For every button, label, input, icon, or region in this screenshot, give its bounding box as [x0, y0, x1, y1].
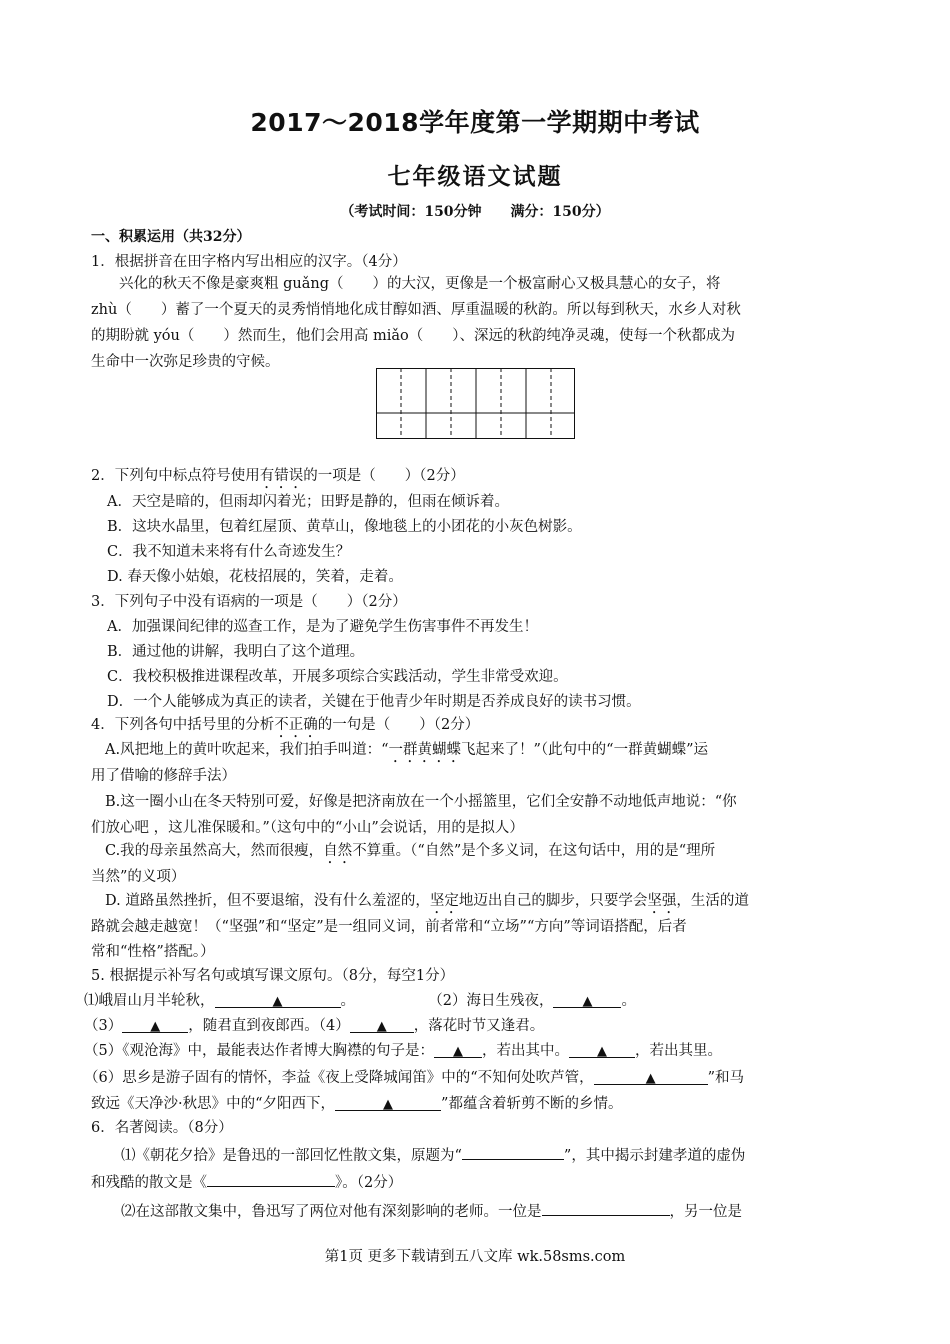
q5-l5-end: ”都蕴含着斩剪不断的乡情。 [441, 1096, 623, 1112]
q5-l3-end: ，若出其里。 [634, 1043, 722, 1059]
q6-line1 [121, 1143, 891, 1166]
q5-blank-7[interactable] [594, 1068, 708, 1085]
q3-option-b: B．通过他的讲解，我明白了这个道理。 [107, 644, 365, 660]
q5-l4-text: （6）思乡是游子固有的情怀，李益《夜上受降城闻笛》中的“不知何处吹芦管， [84, 1070, 594, 1086]
q6-l3-text: ⑵在这部散文集中，鲁迅写了两位对他有深刻影响的老师。一位是 [121, 1204, 542, 1220]
q4-option-c-line2: 当然”的义项） [91, 869, 186, 885]
q2-stem-b: 的一项是（ ）（2分） [303, 468, 465, 484]
q6-line2 [91, 1170, 861, 1193]
q3-stem: 3．下列句子中没有语病的一项是（ ）（2分） [91, 594, 407, 610]
q5-l1-end: 。 [340, 993, 355, 1009]
q5-line4 [84, 1068, 854, 1088]
q5-l2-end: ，落花时节又逢君。 [413, 1018, 545, 1034]
q3-option-d: D．一个人能够成为真正的读者，关键在于他青少年时期是否养成良好的读书习惯。 [107, 694, 641, 710]
q6-stem: 6．名著阅读。（8分） [91, 1120, 233, 1136]
q5-l1-text: ⑴峨眉山月半轮秋， [84, 993, 215, 1009]
triangle-icon: ▲ [645, 1071, 656, 1086]
q5-l3-mid: ，若出其中。 [481, 1043, 569, 1059]
q5-blank-8[interactable] [335, 1094, 441, 1111]
q4-a-emphasis: 一群黄蝴蝶 [388, 742, 461, 758]
q6-l1-text: ⑴《朝花夕拾》是鲁迅的一部回忆性散文集，原题为“ [121, 1148, 462, 1164]
q6-l2-end: 》。（2分） [335, 1175, 403, 1191]
q4-d-post: ，生活的道 [676, 893, 749, 909]
q4-option-d-line3: 常和“性格”搭配。） [91, 944, 215, 960]
q4-c-pre: C.我的母亲虽然高大，然而很瘦， [105, 843, 324, 859]
triangle-icon: ▲ [582, 994, 593, 1009]
triangle-icon: ▲ [150, 1019, 161, 1034]
q4-option-d-line1 [105, 891, 875, 917]
q6-blank-3[interactable] [542, 1199, 670, 1216]
q5-l4-end: ”和马 [707, 1070, 745, 1086]
q4-stem-b: 的一句是（ ）（2分） [317, 717, 480, 733]
q4-a-post: 飞起来了！”（此句中的“一群黄蝴蝶”运 [461, 742, 708, 758]
page-footer: 第1页 更多下载请到五八文库 wk.58sms.com [324, 1249, 626, 1265]
q4-a-pre: A.风把地上的黄叶吹起来，我们拍手叫道：“ [105, 742, 389, 758]
q2-option-a: A．天空是暗的，但雨却闪着光；田野是静的，但雨在倾诉着。 [107, 494, 509, 510]
q4-stem-a: 4．下列各句中括号里的分析 [91, 717, 275, 733]
q4-d-mid: 地迈出自己的脚步，只要学会 [458, 893, 648, 909]
q4-option-c-line1 [105, 841, 875, 867]
q5-l1-end-2: 。 [621, 993, 636, 1009]
q6-blank-2[interactable] [207, 1170, 335, 1187]
q5-blank-4[interactable] [350, 1016, 414, 1033]
full-score: 满分：150分） [510, 204, 610, 220]
q2-option-b: B．这块水晶里，包着红屋顶、黄草山，像地毯上的小团花的小灰色树影。 [107, 519, 582, 535]
q5-l1-text-2: （2）海日生残夜， [428, 993, 554, 1009]
q5-line2 [84, 1016, 854, 1036]
q5-l5-text: 致远《天净沙·秋思》中的“夕阳西下， [91, 1096, 336, 1112]
q5-blank-6[interactable] [569, 1041, 635, 1058]
exam-title: 2017～2018学年度第一学期期中考试 [250, 108, 700, 137]
q5-blank-5[interactable] [434, 1041, 482, 1058]
q1-line4: 生命中一次弥足珍贵的守候。 [91, 354, 280, 370]
q5-blank-2[interactable] [553, 991, 621, 1008]
q4-c-post: 不算重。（“自然”是个多义词，在这句话中，用的是“理所 [352, 843, 716, 859]
triangle-icon: ▲ [452, 1044, 463, 1059]
q4-option-a-line2: 用了借喻的修辞手法） [91, 768, 236, 784]
q4-option-a-line1 [105, 740, 875, 766]
q5-stem: 5. 根据提示补写名句或填写课文原句。（8分，每空1分） [91, 968, 455, 984]
q6-l2-text: 和残酷的散文是《 [91, 1175, 207, 1191]
q5-l2-text: （3） [84, 1018, 123, 1034]
q6-l1-end: ”，其中揭示封建孝道的虚伪 [563, 1148, 746, 1164]
q6-blank-1[interactable] [462, 1143, 564, 1160]
q3-option-a: A．加强课间纪律的巡查工作，是为了避免学生伤害事件不再发生！ [107, 619, 538, 635]
q4-c-emphasis: 自然 [323, 843, 353, 859]
exam-time: （考试时间：150分钟 [340, 204, 482, 220]
q4-stem-emphasis: 不正确 [274, 717, 318, 733]
q2-stem-emphasis: 有错误 [259, 468, 304, 484]
q1-stem: 1．根据拼音在田字格内写出相应的汉字。（4分） [91, 254, 407, 270]
q2-stem [91, 466, 861, 492]
q6-l3-end: ，另一位是 [669, 1204, 742, 1220]
q3-option-c: C．我校积极推进课程改革，开展多项综合实践活动，学生非常受欢迎。 [107, 669, 568, 685]
q5-line5 [91, 1094, 861, 1114]
exam-info [0, 201, 950, 221]
q5-l3-text: （5）《观沧海》中，最能表达作者博大胸襟的句子是： [84, 1043, 434, 1059]
q5-blank-1[interactable] [215, 991, 341, 1008]
q1-line3: 的期盼就 yóu（ ）然而生，他们会用高 miǎo（ ）、深远的秋韵纯净灵魂，使每一个秋都成为 [91, 328, 735, 344]
q5-line1 [84, 991, 854, 1011]
q4-stem [91, 715, 861, 741]
q4-d-pre: D. 道路虽然挫折，但不要退缩，没有什么羞涩的， [105, 893, 430, 909]
section-heading: 一、积累运用（共32分） [91, 229, 251, 245]
q5-blank-3[interactable] [122, 1016, 188, 1033]
q6-line3 [121, 1199, 891, 1222]
q5-line3 [84, 1041, 854, 1061]
q1-line1: 兴化的秋天不像是豪爽粗 guǎng（ ）的大汉，更像是一个极富耐心又极具慧心的女子，将 [119, 276, 721, 292]
q2-option-c: C．我不知道未来将有什么奇迹发生？ [107, 544, 351, 560]
triangle-icon: ▲ [272, 994, 283, 1009]
exam-subtitle: 七年级语文试题 [387, 164, 563, 190]
triangle-icon: ▲ [596, 1044, 607, 1059]
tianzige-grid[interactable] [376, 368, 576, 440]
q5-l2-mid: ，随君直到夜郎西。（4） [188, 1018, 350, 1034]
q4-option-b-line2: 们放心吧 ，这儿准保暖和。”（这句中的“小山”会说话，用的是拟人） [91, 820, 524, 836]
triangle-icon: ▲ [383, 1097, 394, 1112]
q4-option-d-line2: 路就会越走越宽！（“坚强”和“坚定”是一组同义词，前者常和“立场”“方向”等词语搭配，后者 [91, 919, 687, 935]
q4-d-emphasis-1: 坚定 [429, 893, 459, 909]
triangle-icon: ▲ [376, 1019, 387, 1034]
q1-passage [91, 271, 859, 375]
q4-d-emphasis-2: 坚强 [647, 893, 677, 909]
q2-stem-a: 2．下列句中标点符号使用 [91, 468, 260, 484]
q4-option-b-line1: B.这一圈小山在冬天特别可爱，好像是把济南放在一个小摇篮里，它们全安静不动地低声地说：“你 [105, 794, 737, 810]
q1-line2: zhù（ ）蓄了一个夏天的灵秀悄悄地化成甘醇如酒、厚重温暖的秋韵。所以每到秋天，水乡人对秋 [91, 302, 741, 318]
q2-option-d: D. 春天像小姑娘，花枝招展的，笑着，走着。 [107, 569, 403, 585]
